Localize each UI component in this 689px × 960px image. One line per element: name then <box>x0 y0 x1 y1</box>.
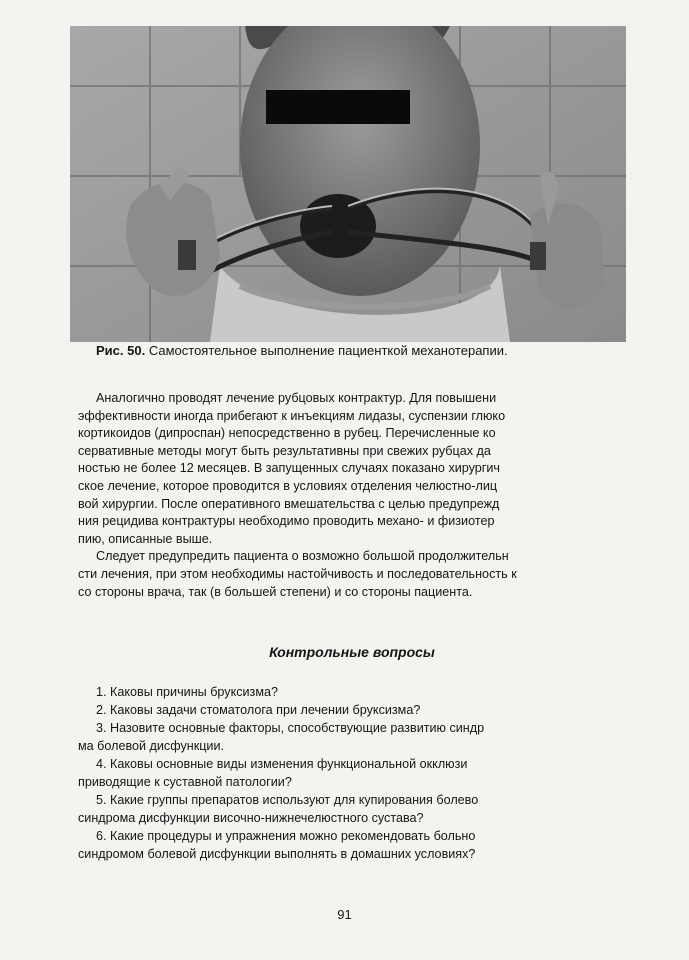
questions-list <box>78 683 626 863</box>
paragraph-1 <box>78 390 626 548</box>
question-item <box>78 719 626 755</box>
question-line: синдрома дисфункции височно-нижнечелюстного сустава? <box>78 811 424 825</box>
question-item <box>78 683 626 701</box>
text-line: сервативные методы могут быть результативны при свежих рубцах да <box>78 443 491 458</box>
question-line: 1. Каковы причины бруксизма? <box>96 685 278 699</box>
text-line: Аналогично проводят лечение рубцовых контрактур. Для повышени <box>96 391 497 405</box>
question-item <box>78 827 626 863</box>
text-line: ностью не более 12 месяцев. В запущенных случаях показано хирургич <box>78 461 500 476</box>
question-line: ма болевой дисфункции. <box>78 739 224 753</box>
question-line: 4. Каковы основные виды изменения функциональной окклюзи <box>96 757 468 771</box>
text-line: эффективности иногда прибегают к инъекциям лидазы, суспензии глюко <box>78 408 506 423</box>
text-line: Следует предупредить пациента о возможно большой продолжительн <box>96 549 509 564</box>
body-text <box>78 390 626 601</box>
question-line: 6. Какие процедуры и упражнения можно рекомендовать больно <box>96 829 476 843</box>
text-line: ское лечение, которое проводится в условиях отделения челюстно-лиц <box>78 478 498 493</box>
figure-number: Рис. 50. <box>96 343 146 358</box>
question-line: 2. Каковы задачи стоматолога при лечении бруксизма? <box>96 703 421 717</box>
text-line: кортикоидов (дипроспан) непосредственно в рубец. Перечисленные ко <box>78 426 496 441</box>
question-item <box>78 791 626 827</box>
text-line: со стороны врача, так (в большей степени) и со стороны пациента. <box>78 584 473 599</box>
question-line: 5. Какие группы препаратов используют для купирования болево <box>96 793 479 807</box>
paragraph-2 <box>78 548 626 601</box>
question-line: 3. Назовите основные факторы, способствующие развитию синдр <box>96 721 485 735</box>
text-line: вой хирургии. После оперативного вмешательства с целью предупрежд <box>78 496 500 511</box>
figure-photo <box>70 26 626 342</box>
page-number: 91 <box>337 907 352 922</box>
figure-caption <box>96 343 656 358</box>
text-line: пию, описанные выше. <box>78 531 213 546</box>
text-line: сти лечения, при этом необходимы настойчивость и последовательность к <box>78 566 517 581</box>
question-line: синдромом болевой дисфункции выполнять в домашних условиях? <box>78 847 476 861</box>
question-line: приводящие к суставной патологии? <box>78 775 292 789</box>
text-line: ния рецидива контрактуры необходимо проводить механо- и физиотер <box>78 514 495 529</box>
figure-caption-text: Самостоятельное выполнение пациенткой механотерапии. <box>148 343 508 358</box>
question-item <box>78 701 626 719</box>
question-item <box>78 755 626 791</box>
section-title: Контрольные вопросы <box>269 644 435 660</box>
